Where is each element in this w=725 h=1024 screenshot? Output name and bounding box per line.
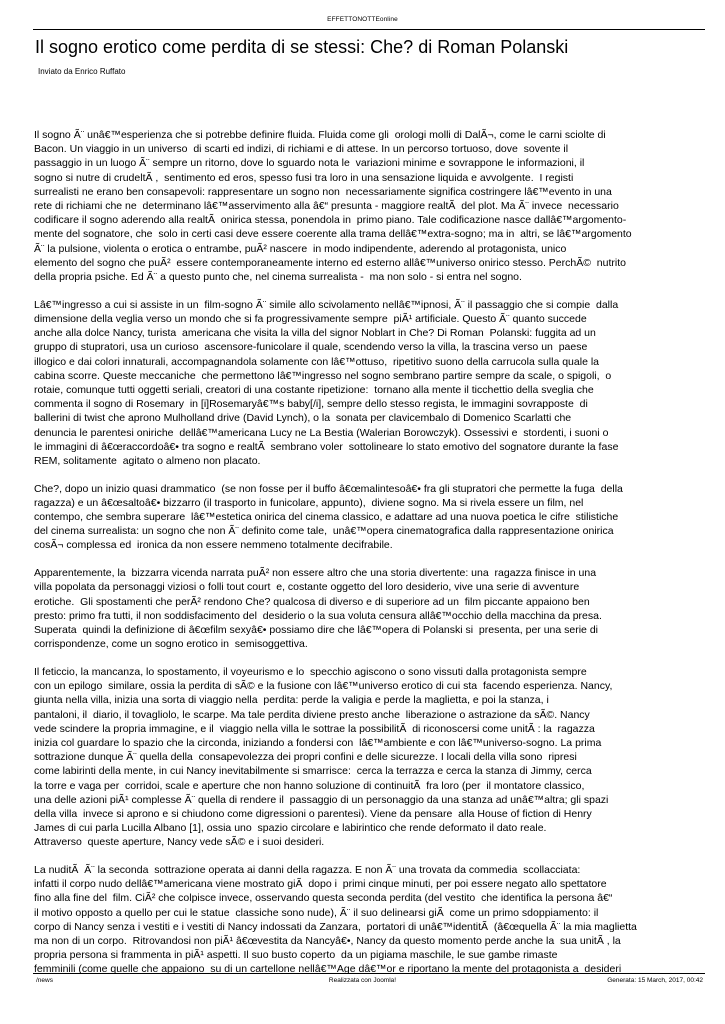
article-paragraph: Il sogno Ã¨ unâ€™esperienza che si potrebbe definire fluida. Fluida come gli orologi molli di DalÃ¬, come le carni sciolte di Bacon. Un viaggio in un universo di scarti ed indizi, di richiami e di attese. In un percorso tortuoso, dove sovente il passaggio in un luogo Ã¨ sempre un ritorno, dove lo sguardo nota le variazioni minime e sovrappone le informazioni, il sogno si nutre di crudeltÃ , sentimento ed eros, spesso fusi tra loro in una sensazione liquida e avvolgente. I registi surrealisti ne erano ben consapevoli: rappresentare un sogno non necessariamente significa costringere lâ€™evento in una rete di richiami che ne determinano lâ€™asservimento alla â€“ presunta - maggiore realtÃ del plot. Ma Ã¨ invece necessario codificare il sogno aderendo alla realtÃ onirica stessa, ponendola in primo piano. Tale codificazione nasce dallâ€™argomento- mente del sognatore, che solo in certi casi deve essere coerente alla trama dellâ€™extra-sogno; ma in altri, se lâ€™argomento Ã¨ la pulsione, violenta o erotica o entrambe, puÃ² nascere in modo indipendente, aderendo al protagonista, unico elemento del sogno che puÃ² essere contemporaneamente interno ed esterno allâ€™universo onirico stesso. PerchÃ© nutrito della propria psiche. Ed Ã¨ a questo punto che, nel cinema surrealista - ma non solo - si entra nel sogno. — [34, 129, 632, 284]
footer-path: /news — [36, 977, 53, 984]
article-paragraph: La nuditÃ Ã¨ la seconda sottrazione operata ai danni della ragazza. E non Ã¨ una trovata da commedia scollacciata: infatti il corpo nudo dellâ€™americana viene mostrato giÃ dopo i primi cinque minuti, per poi essere negato allo spettatore fino alla fine del film. CiÃ² che colpisce invece, osservando questa seconda perdita (del vestito che identifica la persona â€“ il motivo opposto a quello per cui le statue classiche sono nude), Ã¨ il suo delinearsi giÃ come un primo sdoppiamento: il corpo di Nancy senza i vestiti e i vestiti di Nancy indossati da Zanzara, portatori di unâ€™identitÃ (â€œquella Ã¨ la mia maglietta ma non di un corpo. Ritrovandosi non piÃ¹ â€œvestita da Nancyâ€•, Nancy da questo momento perde anche la sua unitÃ , la propria persona si frammenta in piÃ¹ aspetti. Il suo busto coperto da un pigiama maschile, le sue gambe rimaste femminili (come quelle che appaiono su di un cartellone nellâ€™Age dâ€™or e riportano la mente del protagonista a desideri — [34, 864, 637, 976]
footer-credit: Realizzata con Joomla! — [328, 977, 397, 984]
article-body — [34, 128, 724, 990]
footer-generated-date: Generata: 15 March, 2017, 00:42 — [607, 977, 703, 984]
article-paragraph: Che?, dopo un inizio quasi drammatico (se non fosse per il buffo â€œmalintesoâ€• fra gli stupratori che permette la fuga della ragazza) e un â€œsaltoâ€• bizzarro (il trasporto in funicolare, appunto), diviene sogno. Ma si rivela essere un film, nel contempo, che sembra superare lâ€™estetica onirica del cinema classico, e adattare ad una nuova poetica le cifre stilistiche del cinema surrealista: un sogno che non Ã¨ definito come tale, unâ€™opera cinematografica dalla rappresentazione onirica cosÃ¬ complessa ed ironica da non essere nemmeno totalmente decifrabile. — [34, 482, 623, 552]
article-paragraph: Apparentemente, la bizzarra vicenda narrata puÃ² non essere altro che una storia divertente: una ragazza finisce in una villa popolata da personaggi viziosi o folli tout court e, costante oggetto del loro desiderio, vive una serie di avventure erotiche. Gli spostamenti che perÃ² rendono Che? qualcosa di diverso e di superiore ad un film piccante appaiono ben presto: primo fra tutti, il non soddisfacimento del desiderio o la sua voluta censura allâ€™occhio della macchina da presa. Superata quindi la definizione di â€œfilm sexyâ€• possiamo dire che lâ€™opera di Polanski si presenta, per una serie di corrispondenze, come un sogno erotico in semisoggettiva. — [34, 567, 602, 651]
header-divider — [33, 29, 705, 30]
site-name: EFFETTONOTTEonline — [327, 16, 398, 23]
article-byline: Inviato da Enrico Ruffato — [38, 67, 126, 76]
article-paragraph: Lâ€™ingresso a cui si assiste in un film-sogno Ã¨ simile allo scivolamento nellâ€™ipnosi, Ã¨ il passaggio che si compie dalla dimensione della veglia verso un mondo che si fa progressivamente sempre piÃ¹ artificiale. Questo Ã¨ quanto succede anche alla dolce Nancy, turista americana che visita la villa del signor Noblart in Che? Di Roman Polanski: fuggita ad un gruppo di stupratori, usa un curioso ascensore-funicolare il quale, scendendo verso la villa, la trascina verso un paese illogico e dai colori innaturali, accompagnandola solamente con lâ€™ottuso, ripetitivo suono della carrucola sulla quale la cabina scorre. Queste meccaniche che permettono lâ€™ingresso nel sogno sembrano partire sempre da scale, o spigoli, o rotaie, comunque tutti oggetti seriali, creatori di una costante ripetizione: tornano alla mente il ticchettio della sveglia che commenta il sogno di Rosemary in [i]Rosemaryâ€™s baby[/i], sempre dello stesso regista, le immagini sovrapposte di ballerini di twist che aprono Mulholland drive (David Lynch), o la sonata per clavicembalo di Domenico Scarlatti che denuncia le parentesi oniriche dellâ€™americana Lucy ne La Bestia (Walerian Borowczyk). Ossessivi e stordenti, i suoni o le immagini di â€œraccordoâ€• tra sogno e realtÃ sembrano voler sottolineare lo stato emotivo del sognatore durante la fase REM, solitamente agitato o almeno non placato. — [34, 298, 619, 467]
footer-divider — [33, 973, 705, 974]
article-title: Il sogno erotico come perdita di se stessi: Che? di Roman Polanski — [35, 37, 569, 57]
article-paragraph: Il feticcio, la mancanza, lo spostamento, il voyeurismo e lo specchio agiscono o sono vissuti dalla protagonista sempre con un epilogo similare, ossia la perdita di sÃ© e la fusione con lâ€™universo erotico di cui sta facendo esperienza. Nancy, giunta nella villa, inizia una sorta di viaggio nella perdita: perde la valigia e perde la maglietta, e poi la stanza, i pantaloni, il diario, il tovagliolo, le scarpe. Ma tale perdita diviene presto anche liberazione o astrazione da sÃ©. Nancy vede scindere la propria immagine, e il viaggio nella villa le sottrae la possibilitÃ di riconoscersi come unitÃ : la ragazza inizia col guardare lo spazio che la circonda, iniziando a fondersi con lâ€™ambiente e con lâ€™universo-sogno. La prima sottrazione dunque Ã¨ quella della consapevolezza dei propri confini e delle sicurezze. I locali della villa sono ripresi come labirinti della mente, in cui Nancy inevitabilmente si smarrisce: cerca la terrazza e cerca la stanza di Jimmy, cerca la torre e vaga per corridoi, scale e aperture che non hanno soluzione di continuitÃ fra loro (per il montatore classico, una delle azioni piÃ¹ complesse Ã¨ quella di rendere il passaggio di un personaggio da una stanza ad unâ€™altra; gli spazi della villa invece si aprono e si chiudono come digressioni o parentesi). Viene da pensare alla House of fiction di Henry James di cui parla Lucilla Albano [1], ossia uno spazio circolare e labirintico che rende deformato il dato reale. Attraverso queste aperture, Nancy vede sÃ© e i suoi desideri. — [34, 665, 613, 849]
